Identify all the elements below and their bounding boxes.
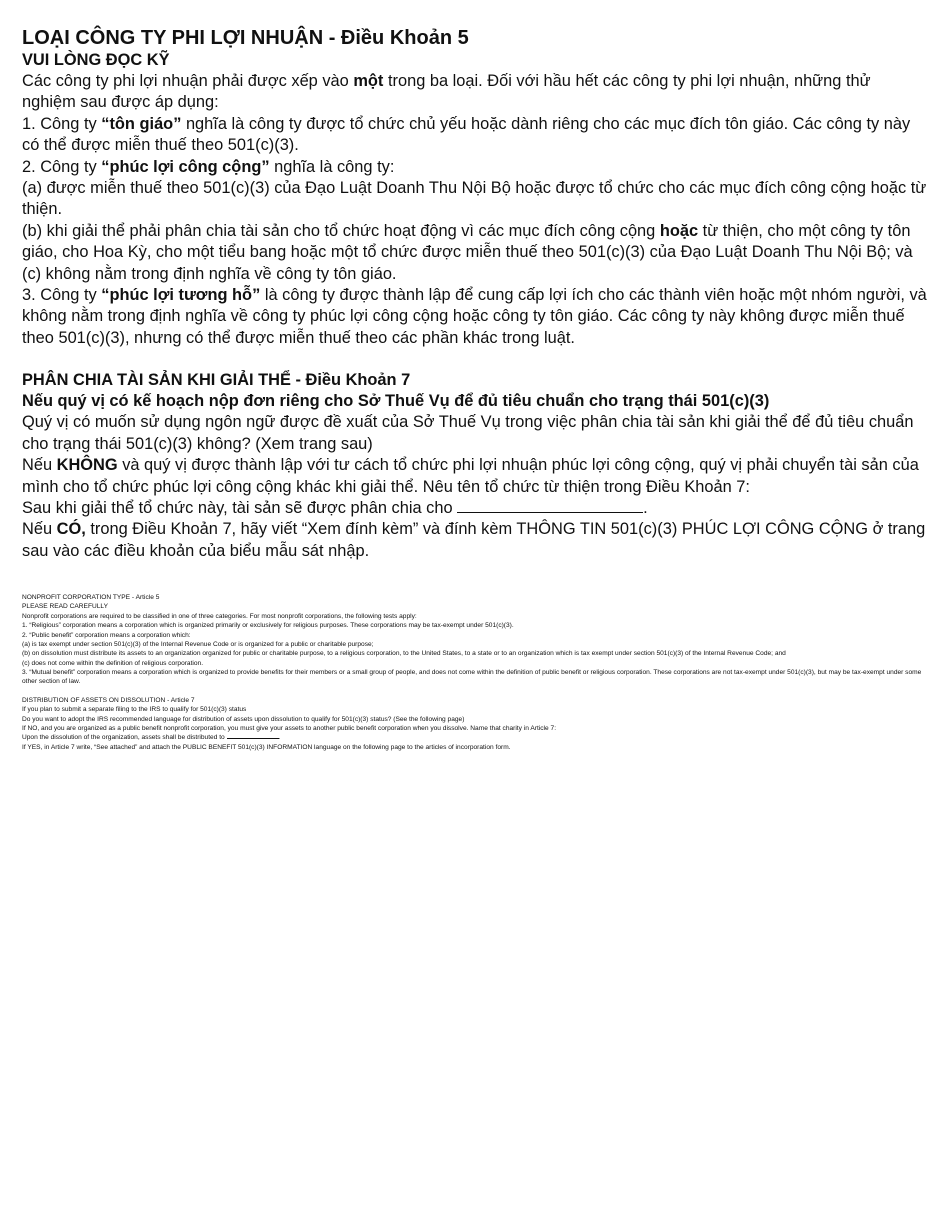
- en-public-benefit-clause-c: (c) does not come within the definition of religious corporation.: [22, 659, 204, 667]
- en-public-benefit-definition: 2. “Public benefit” corporation means a corporation which:: [22, 631, 191, 639]
- if-yes-paragraph: Nếu CÓ, trong Điều Khoản 7, hãy viết “Xem đính kèm” và đính kèm THÔNG TIN 501(c)(3) PHÚC LỢI CÔNG CỘNG ở trang sau vào các điều khoản của biểu mẫu sát nhập.: [22, 520, 926, 560]
- en-section-spacer: [22, 687, 927, 696]
- en-article5-title: NONPROFIT CORPORATION TYPE - Article 5: [22, 594, 160, 602]
- en-if-no-paragraph: If NO, and you are organized as a public benefit nonprofit corporation, you must give your assets to another public benefit corporation when you dissolve. Name that charity in Article 7:: [22, 724, 557, 732]
- en-article7-title: DISTRIBUTION OF ASSETS ON DISSOLUTION - Article 7: [22, 696, 195, 704]
- religious-definition: 1. Công ty “tôn giáo” nghĩa là công ty được tổ chức chủ yếu hoặc dành riêng cho các mục đích tôn giáo. Các công ty này có thể được miễn thuế theo 501(c)(3).: [22, 114, 911, 155]
- section-spacer: [22, 349, 927, 370]
- if-no-paragraph: Nếu KHÔNG và quý vị được thành lập với tư cách tổ chức phi lợi nhuận phúc lợi công cộng, quý vị phải chuyển tài sản của mình cho tổ chức phúc lợi công cộng khác khi giải thể. Nêu tên tổ chức từ thiện trong Điều Khoản 7:: [22, 456, 919, 496]
- en-article7-subtitle: If you plan to submit a separate filing to the IRS to qualify for 501(c)(3) status: [22, 706, 247, 714]
- en-public-benefit-clause-b: (b) on dissolution must distribute its assets to an organization organized for public or charitable purpose, to a religious corporation, to the United States, to a state or to an organization which is tax exempt under section 501(c)(3) of the Internal Revenue Code; and: [22, 650, 786, 658]
- vietnamese-section: [22, 26, 927, 562]
- article5-title: LOẠI CÔNG TY PHI LỢI NHUẬN - Điều Khoản 5: [22, 27, 469, 49]
- document-page: [22, 26, 927, 752]
- en-read-carefully: PLEASE READ CAREFULLY: [22, 603, 108, 611]
- en-if-yes-paragraph: If YES, in Article 7 write, “See attached” and attach the PUBLIC BENEFIT 501(c)(3) INFORMATION language on the following page to the articles of incorporation form.: [22, 743, 511, 751]
- public-benefit-clause-c: (c) không nằm trong định nghĩa về công ty tôn giáo.: [22, 264, 397, 283]
- public-benefit-clause-b: (b) khi giải thể phải phân chia tài sản cho tổ chức hoạt động vì các mục đích công cộng hoặc từ thiện, cho một công ty tôn giáo, cho Hoa Kỳ, cho một tiểu bang hoặc một tổ chức được miễn thuế theo 501(c)(3) của Đạo Luật Doanh Thu Nội Bộ; và: [22, 221, 913, 262]
- article7-subtitle: Nếu quý vị có kế hoạch nộp đơn riêng cho Sở Thuế Vụ để đủ tiêu chuẩn cho trạng thái 501(c)(3): [22, 392, 770, 411]
- en-distribution-line: Upon the dissolution of the organization, assets shall be distributed to .: [22, 734, 281, 742]
- en-mutual-benefit-definition: 3. “Mutual benefit” corporation means a corporation which is organized to provide benefits for their members or a small group of people, and does not come within the definition of public benefit or religious corporation. These corporations are not tax-exempt under 501(c)(3), but may be tax-exempt under some other section of law.: [22, 668, 922, 686]
- article7-title: PHÂN CHIA TÀI SẢN KHI GIẢI THỂ - Điều Khoản 7: [22, 371, 411, 390]
- en-intro: Nonprofit corporations are required to be classified in one of three categories. For most nonprofit corporations, the following tests apply:: [22, 612, 417, 620]
- irs-language-question: Quý vị có muốn sử dụng ngôn ngữ được đề xuất của Sở Thuế Vụ trong việc phân chia tài sản khi giải thể để đủ tiêu chuẩn cho trạng thái 501(c)(3) không? (Xem trang sau): [22, 413, 914, 453]
- public-benefit-clause-a: (a) được miễn thuế theo 501(c)(3) của Đạo Luật Doanh Thu Nội Bộ hoặc được tổ chức cho các mục đích công cộng hoặc từ thiện.: [22, 179, 927, 219]
- en-charity-name-blank[interactable]: [227, 733, 279, 739]
- mutual-benefit-definition: 3. Công ty “phúc lợi tương hỗ” là công ty được thành lập để cung cấp lợi ích cho các thành viên hoặc một nhóm người, và không nằm trong định nghĩa về công ty phúc lợi công cộng hoặc công ty tôn giáo. Các công ty này không được miễn thuế theo 501(c)(3), nhưng có thể được miễn thuế theo các phần khác trong luật.: [22, 286, 927, 347]
- charity-name-blank[interactable]: [457, 498, 643, 513]
- intro-paragraph: Các công ty phi lợi nhuận phải được xếp vào một trong ba loại. Đối với hầu hết các công ty phi lợi nhuận, những thử nghiệm sau được áp dụng:: [22, 72, 871, 112]
- en-public-benefit-clause-a: (a) is tax exempt under section 501(c)(3) of the Internal Revenue Code or is organized for a public or charitable purpose;: [22, 640, 374, 648]
- public-benefit-definition: 2. Công ty “phúc lợi công cộng” nghĩa là công ty:: [22, 157, 395, 176]
- distribution-line: Sau khi giải thể tổ chức này, tài sản sẽ được phân chia cho .: [22, 498, 648, 517]
- read-carefully-heading: VUI LÒNG ĐỌC KỸ: [22, 51, 170, 69]
- english-section: [22, 593, 927, 752]
- en-irs-language-question: Do you want to adopt the IRS recommended language for distribution of assets upon dissolution to qualify for 501(c)(3) status? (See the following page): [22, 715, 465, 723]
- en-religious-definition: 1. “Religious” corporation means a corporation which is organized primarily or exclusively for religious purposes. These corporations may be tax-exempt under 501(c)(3).: [22, 622, 514, 630]
